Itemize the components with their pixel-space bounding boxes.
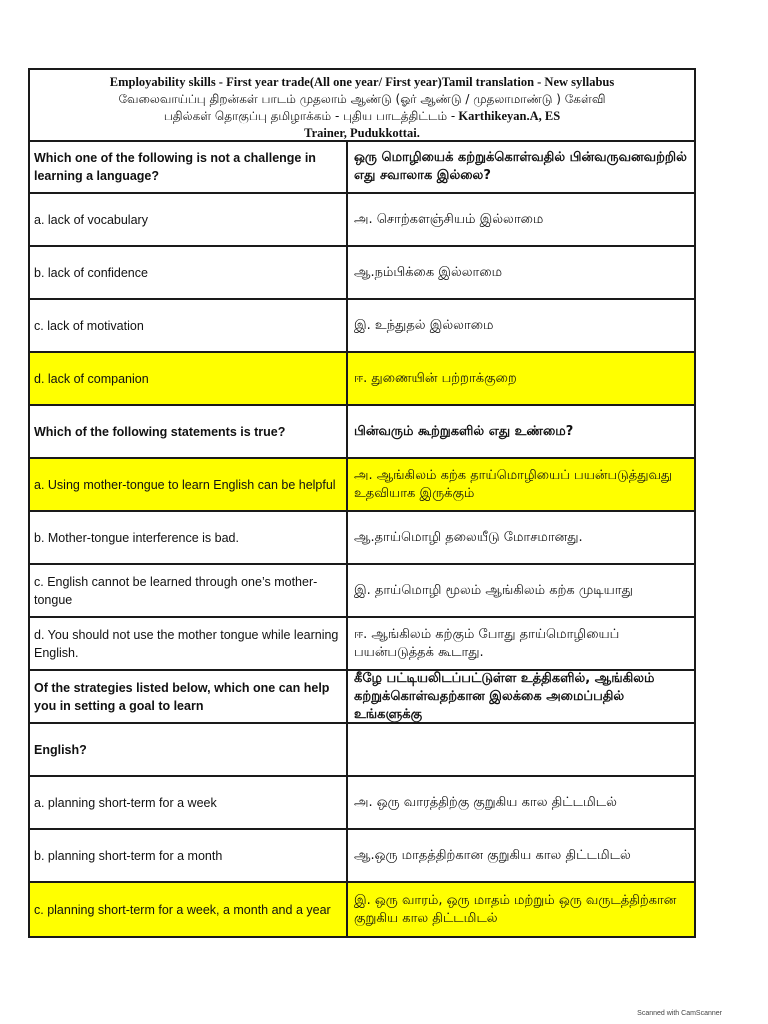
tamil-cell: கீழே பட்டியலிடப்பட்டுள்ள உத்திகளில், ஆங்கிலம் கற்றுக்கொள்வதற்கான இலக்கை அமைப்பதில் உங்களுக்கு bbox=[354, 671, 655, 722]
english-cell: a. lack of vocabulary bbox=[30, 194, 348, 245]
table-row-answer bbox=[30, 353, 694, 406]
table-row bbox=[30, 830, 694, 883]
english-cell: c. lack of motivation bbox=[30, 300, 348, 351]
tamil-cell: ஆ.தாய்மொழி தலையீடு மோசமானது. bbox=[354, 529, 583, 545]
qa-table bbox=[28, 68, 696, 938]
english-cell: b. Mother-tongue interference is bad. bbox=[30, 512, 348, 563]
english-cell: English? bbox=[30, 724, 348, 775]
english-cell: c. English cannot be learned through one’s mother-tongue bbox=[30, 565, 348, 616]
table-row bbox=[30, 194, 694, 247]
english-cell: Which of the following statements is true? bbox=[30, 406, 348, 457]
english-cell: a. planning short-term for a week bbox=[30, 777, 348, 828]
tamil-cell: ஈ. ஆங்கிலம் கற்கும் போது தாய்மொழியைப் பயன்படுத்தக் கூடாது. bbox=[354, 626, 620, 660]
table-row bbox=[30, 512, 694, 565]
scanner-watermark: Scanned with CamScanner bbox=[637, 1010, 722, 1017]
table-row bbox=[30, 777, 694, 830]
header-author: Karthikeyan.A, ES bbox=[455, 109, 561, 123]
tamil-cell: இ. உந்துதல் இல்லாமை bbox=[354, 317, 494, 333]
tamil-cell: அ. சொற்களஞ்சியம் இல்லாமை bbox=[354, 211, 544, 227]
table-row bbox=[30, 671, 694, 724]
tamil-cell: ஒரு மொழியைக் கற்றுக்கொள்வதில் பின்வருவனவற்றில் எது சவாலாக இல்லை? bbox=[354, 150, 687, 183]
table-row-answer bbox=[30, 459, 694, 512]
tamil-cell: இ. ஒரு வாரம், ஒரு மாதம் மற்றும் ஒரு வருடத்திற்கான குறுகிய கால திட்டமிடல் bbox=[354, 892, 677, 926]
table-row-answer bbox=[30, 883, 694, 936]
english-cell: d. lack of companion bbox=[30, 353, 348, 404]
table-row bbox=[30, 618, 694, 671]
english-cell: Of the strategies listed below, which one can help you in setting a goal to learn bbox=[30, 671, 348, 722]
table-row bbox=[30, 247, 694, 300]
document-header bbox=[30, 70, 694, 142]
tamil-cell bbox=[348, 724, 694, 775]
english-cell: b. planning short-term for a month bbox=[30, 830, 348, 881]
tamil-cell: பின்வரும் கூற்றுகளில் எது உண்மை? bbox=[354, 423, 574, 439]
header-tamil-subtitle: பதில்கள் தொகுப்பு தமிழாக்கம் - புதிய பாடத்திட்டம் - bbox=[163, 109, 456, 123]
tamil-cell: இ. தாய்மொழி மூலம் ஆங்கிலம் கற்க முடியாது bbox=[354, 582, 633, 598]
header-tamil-title: வேலைவாய்ப்பு திறன்கள் பாடம் முதலாம் ஆண்டு (ஓர் ஆண்டு / முதலாமாண்டு ) கேள்வி bbox=[118, 92, 606, 106]
table-row bbox=[30, 300, 694, 353]
english-cell: b. lack of confidence bbox=[30, 247, 348, 298]
table-row bbox=[30, 142, 694, 194]
header-author-role: Trainer, Pudukkottai. bbox=[304, 126, 420, 140]
table-row bbox=[30, 724, 694, 777]
english-cell: c. planning short-term for a week, a month and a year bbox=[30, 883, 348, 936]
header-subtitle bbox=[38, 108, 686, 125]
english-cell: a. Using mother-tongue to learn English can be helpful bbox=[30, 459, 348, 510]
table-row bbox=[30, 565, 694, 618]
header-title: Employability skills - First year trade(All one year/ First year)Tamil translation - New syllabus bbox=[109, 75, 615, 89]
tamil-cell: ஆ.ஒரு மாதத்திற்கான குறுகிய கால திட்டமிடல் bbox=[354, 847, 631, 863]
table-row bbox=[30, 406, 694, 459]
tamil-cell: அ. ஆங்கிலம் கற்க தாய்மொழியைப் பயன்படுத்துவது உதவியாக இருக்கும் bbox=[354, 467, 673, 501]
tamil-cell: அ. ஒரு வாரத்திற்கு குறுகிய கால திட்டமிடல் bbox=[354, 794, 617, 810]
english-cell: Which one of the following is not a challenge in learning a language? bbox=[30, 142, 348, 192]
english-cell: d. You should not use the mother tongue while learning English. bbox=[30, 618, 348, 669]
tamil-cell: ஆ.நம்பிக்கை இல்லாமை bbox=[354, 264, 503, 280]
tamil-cell: ஈ. துணையின் பற்றாக்குறை bbox=[354, 370, 517, 386]
